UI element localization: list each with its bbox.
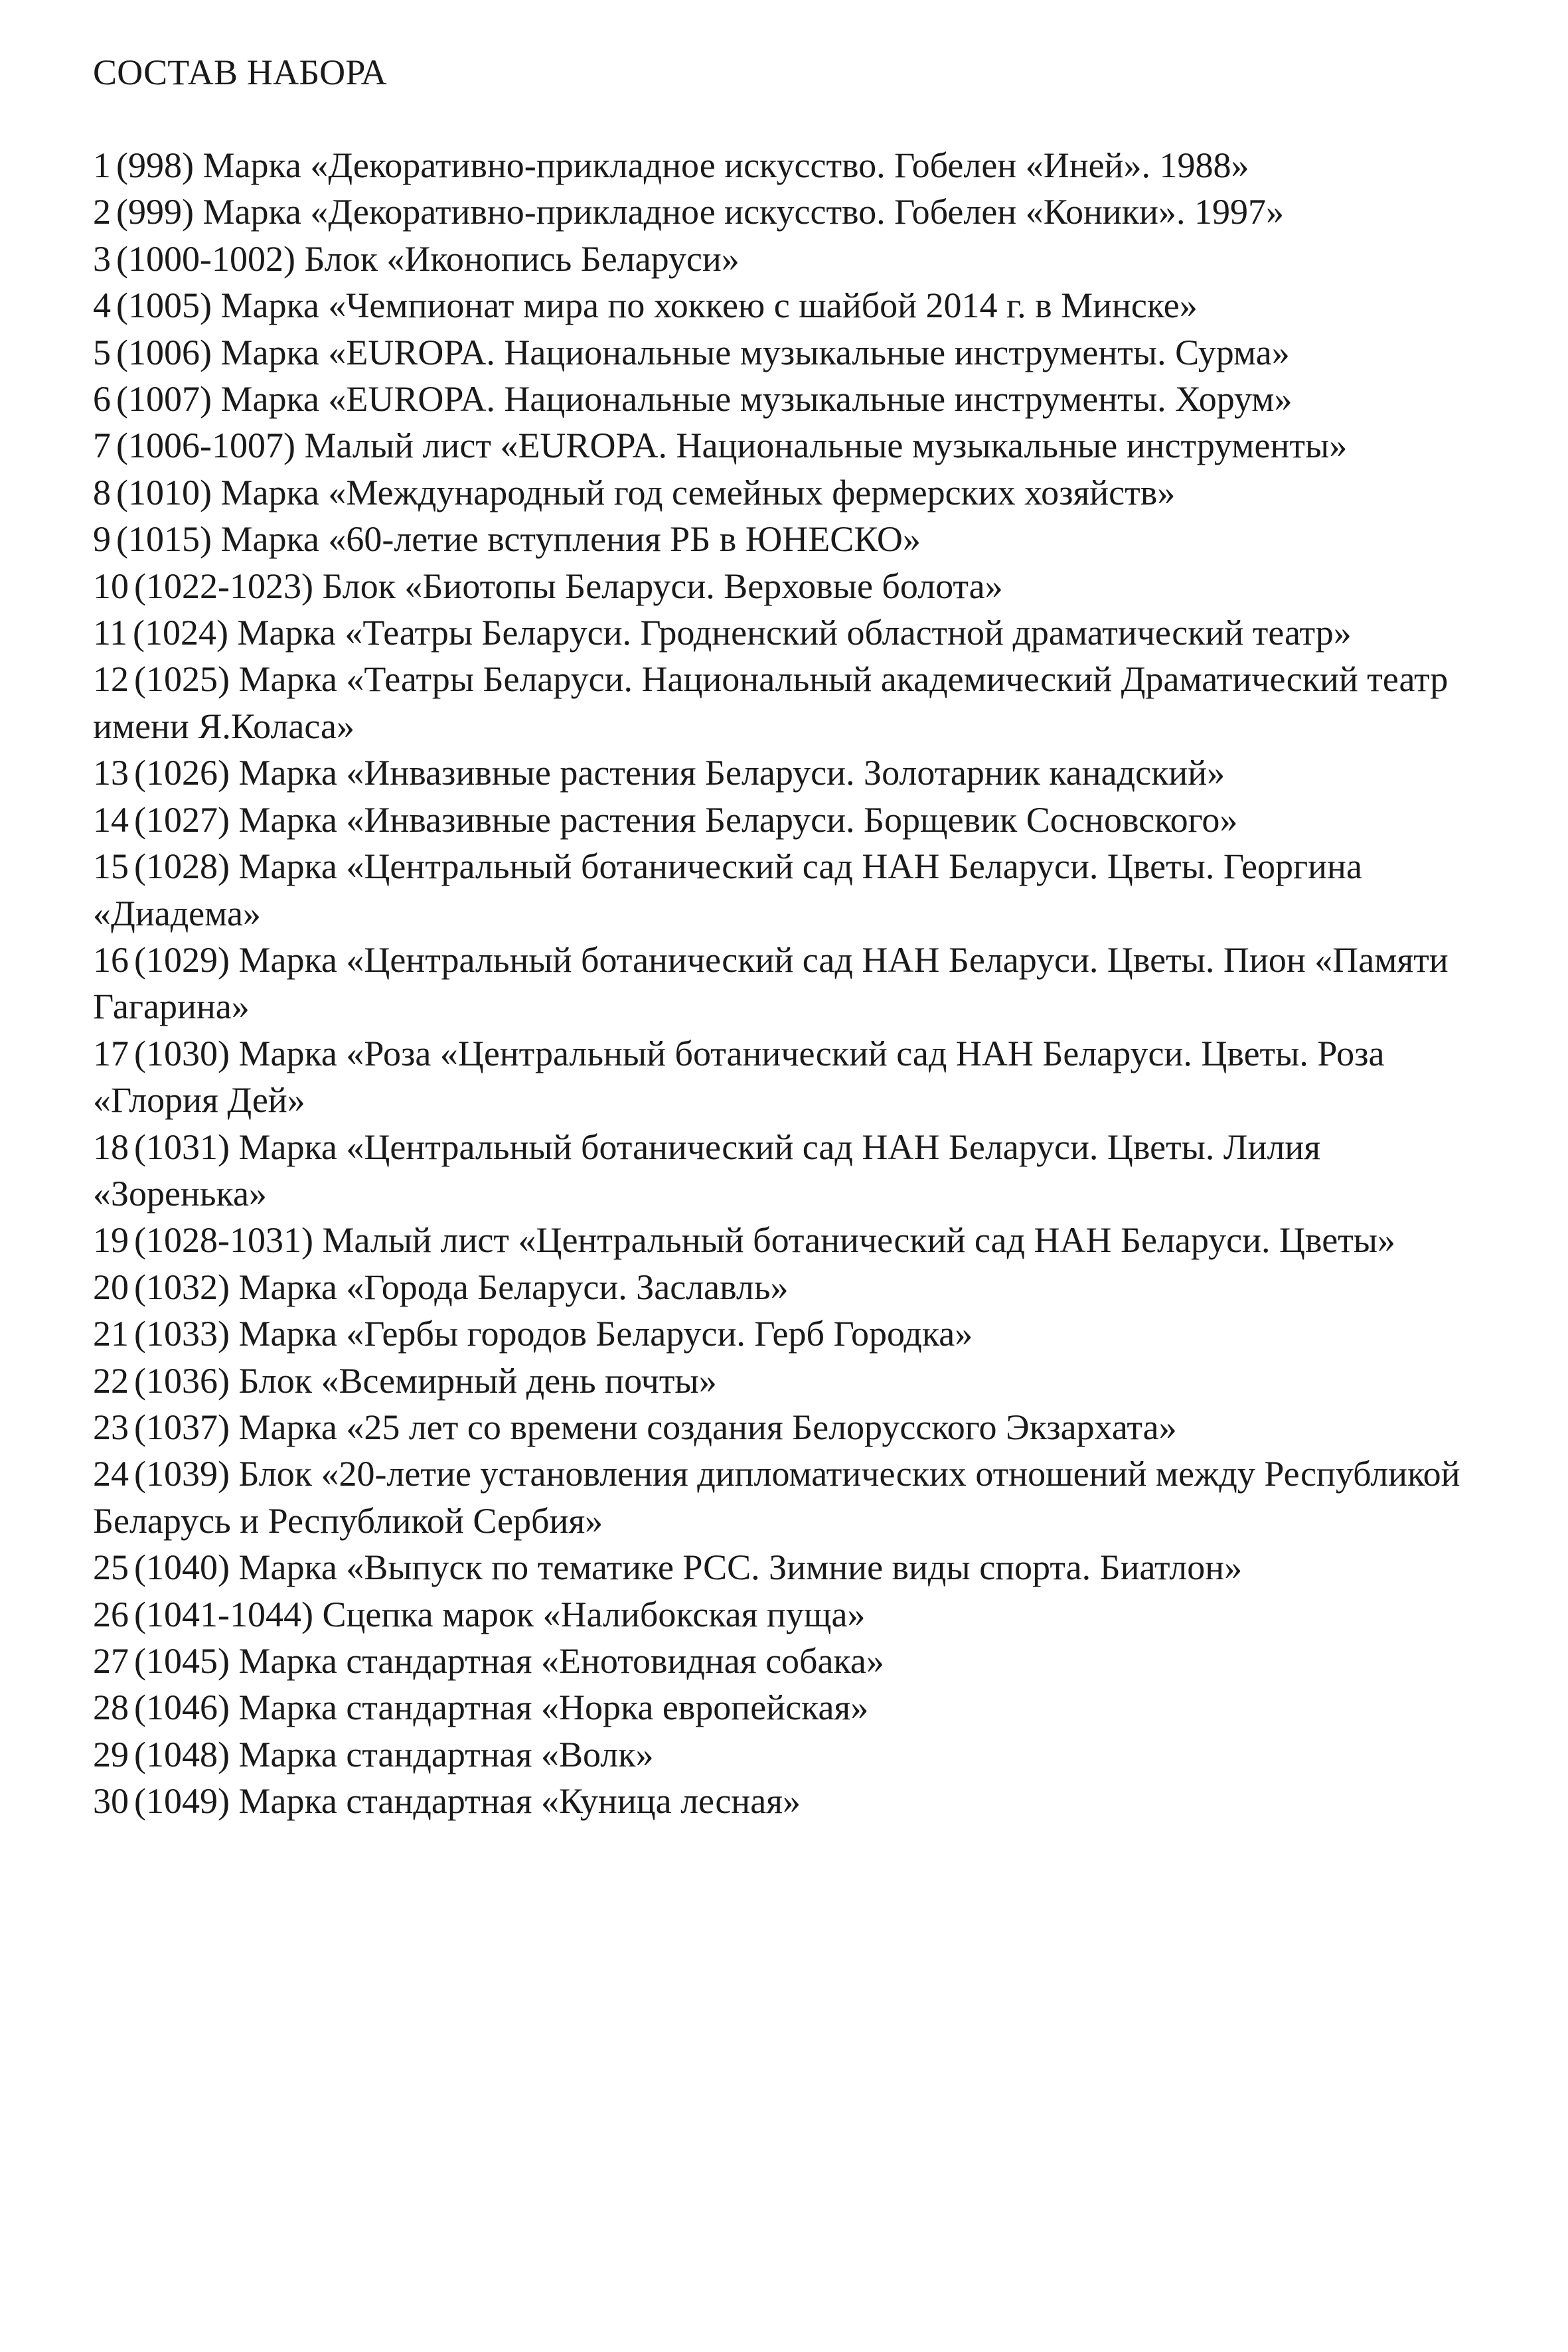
item-number: 20 — [93, 1267, 129, 1307]
item-number: 2 — [93, 192, 111, 232]
item-text: (1029) Марка «Центральный ботанический сад НАН Беларуси. Цветы. Пион «Памяти Гагарина» — [93, 939, 1449, 1027]
item-number: 26 — [93, 1594, 129, 1634]
item-text: (1046) Марка стандартная «Норка европейская» — [134, 1687, 869, 1728]
item-number: 21 — [93, 1314, 129, 1354]
item-number: 14 — [93, 799, 129, 840]
item-number: 11 — [93, 613, 127, 653]
list-item — [93, 422, 1500, 469]
item-text: (1010) Марка «Международный год семейных фермерских хозяйств» — [116, 472, 1176, 512]
list-item — [93, 1778, 1500, 1824]
list-item — [93, 1264, 1500, 1310]
item-text: (1024) Марка «Театры Беларуси. Гродненский областной драматический театр» — [133, 613, 1352, 653]
item-text: (1049) Марка стандартная «Куница лесная» — [134, 1781, 801, 1822]
item-number: 7 — [93, 426, 111, 466]
list-item — [93, 376, 1500, 422]
item-text: (1006-1007) Малый лист «EUROPA. Национальные музыкальные инструменты» — [116, 426, 1348, 466]
list-item — [93, 1310, 1500, 1357]
item-text: (1030) Марка «Роза «Центральный ботанический сад НАН Беларуси. Цветы. Роза «Глория Дей» — [93, 1033, 1385, 1121]
item-number: 30 — [93, 1781, 129, 1822]
item-text: (998) Марка «Декоративно-прикладное искусство. Гобелен «Иней». 1988» — [116, 145, 1249, 185]
list-item — [93, 189, 1500, 235]
item-text: (1028) Марка «Центральный ботанический сад НАН Беларуси. Цветы. Георгина «Диадема» — [93, 846, 1362, 933]
item-text: (1015) Марка «60-летие вступления РБ в ЮНЕСКО» — [116, 519, 921, 560]
item-text: (1026) Марка «Инвазивные растения Беларуси. Золотарник канадский» — [134, 753, 1225, 793]
item-text: (1039) Блок «20-летие установления дипломатических отношений между Республикой Беларусь и Республикой Сербия» — [93, 1454, 1460, 1541]
item-text: (1028-1031) Малый лист «Центральный ботанический сад НАН Беларуси. Цветы» — [134, 1220, 1396, 1261]
list-item — [93, 1030, 1500, 1124]
list-item — [93, 937, 1500, 1030]
list-item — [93, 797, 1500, 843]
item-text: (1032) Марка «Города Беларуси. Заславль» — [134, 1267, 789, 1307]
list-item — [93, 1684, 1500, 1731]
item-number: 8 — [93, 472, 111, 512]
item-text: (1025) Марка «Театры Беларуси. Национальный академический Драматический театр имени Я.Коласа» — [93, 659, 1449, 746]
list-item — [93, 1124, 1500, 1217]
list-item — [93, 609, 1500, 656]
item-text: (1000-1002) Блок «Иконопись Беларуси» — [116, 238, 740, 279]
item-number: 16 — [93, 939, 129, 980]
list-item — [93, 282, 1500, 329]
list-item — [93, 1731, 1500, 1778]
item-number: 23 — [93, 1407, 129, 1447]
contents-list — [93, 142, 1500, 1825]
list-item — [93, 469, 1500, 516]
item-text: (1037) Марка «25 лет со времени создания Белорусского Экзархата» — [134, 1407, 1177, 1447]
item-text: (1033) Марка «Гербы городов Беларуси. Герб Городка» — [134, 1314, 973, 1354]
item-number: 22 — [93, 1360, 129, 1401]
item-text: (1048) Марка стандартная «Волк» — [134, 1734, 654, 1774]
list-item — [93, 1544, 1500, 1591]
item-number: 19 — [93, 1220, 129, 1261]
item-number: 27 — [93, 1641, 129, 1681]
item-number: 25 — [93, 1547, 129, 1588]
list-item — [93, 656, 1500, 749]
list-item — [93, 1591, 1500, 1638]
item-number: 3 — [93, 238, 111, 279]
list-item — [93, 142, 1500, 189]
item-text: (1040) Марка «Выпуск по тематике РСС. Зимние виды спорта. Биатлон» — [134, 1547, 1243, 1588]
list-item — [93, 1358, 1500, 1404]
item-number: 9 — [93, 519, 111, 560]
item-text: (1036) Блок «Всемирный день почты» — [134, 1360, 717, 1401]
document-content — [93, 49, 1500, 1825]
item-text: (1027) Марка «Инвазивные растения Беларуси. Борщевик Сосновского» — [134, 799, 1238, 840]
item-number: 24 — [93, 1454, 129, 1494]
item-text: (1022-1023) Блок «Биотопы Беларуси. Верховые болота» — [134, 566, 1003, 606]
item-text: (1005) Марка «Чемпионат мира по хоккею с шайбой 2014 г. в Минске» — [116, 285, 1198, 326]
item-text: (1045) Марка стандартная «Енотовидная собака» — [134, 1641, 884, 1681]
list-item — [93, 1638, 1500, 1684]
list-item — [93, 329, 1500, 376]
item-text: (1006) Марка «EUROPA. Национальные музыкальные инструменты. Сурма» — [116, 332, 1290, 372]
item-number: 5 — [93, 332, 111, 372]
item-number: 28 — [93, 1687, 129, 1728]
list-item — [93, 749, 1500, 796]
item-number: 6 — [93, 379, 111, 420]
page-title: СОСТАВ НАБОРА — [93, 52, 387, 92]
item-number: 10 — [93, 566, 129, 606]
item-number: 13 — [93, 753, 129, 793]
list-item — [93, 1450, 1500, 1544]
item-number: 29 — [93, 1734, 129, 1774]
list-item — [93, 1217, 1500, 1263]
list-item — [93, 843, 1500, 937]
item-number: 17 — [93, 1033, 129, 1073]
list-item — [93, 516, 1500, 562]
item-number: 12 — [93, 659, 129, 700]
list-item — [93, 236, 1500, 282]
list-item — [93, 563, 1500, 609]
item-text: (1007) Марка «EUROPA. Национальные музыкальные инструменты. Хорум» — [116, 379, 1293, 420]
item-text: (1041-1044) Сцепка марок «Налибокская пуща» — [134, 1594, 866, 1634]
item-number: 4 — [93, 285, 111, 326]
item-number: 15 — [93, 846, 129, 887]
item-number: 18 — [93, 1127, 129, 1167]
list-item — [93, 1404, 1500, 1450]
item-number: 1 — [93, 145, 111, 185]
item-text: (1031) Марка «Центральный ботанический сад НАН Беларуси. Цветы. Лилия «Зоренька» — [93, 1127, 1321, 1214]
item-text: (999) Марка «Декоративно-прикладное искусство. Гобелен «Коники». 1997» — [116, 192, 1284, 232]
